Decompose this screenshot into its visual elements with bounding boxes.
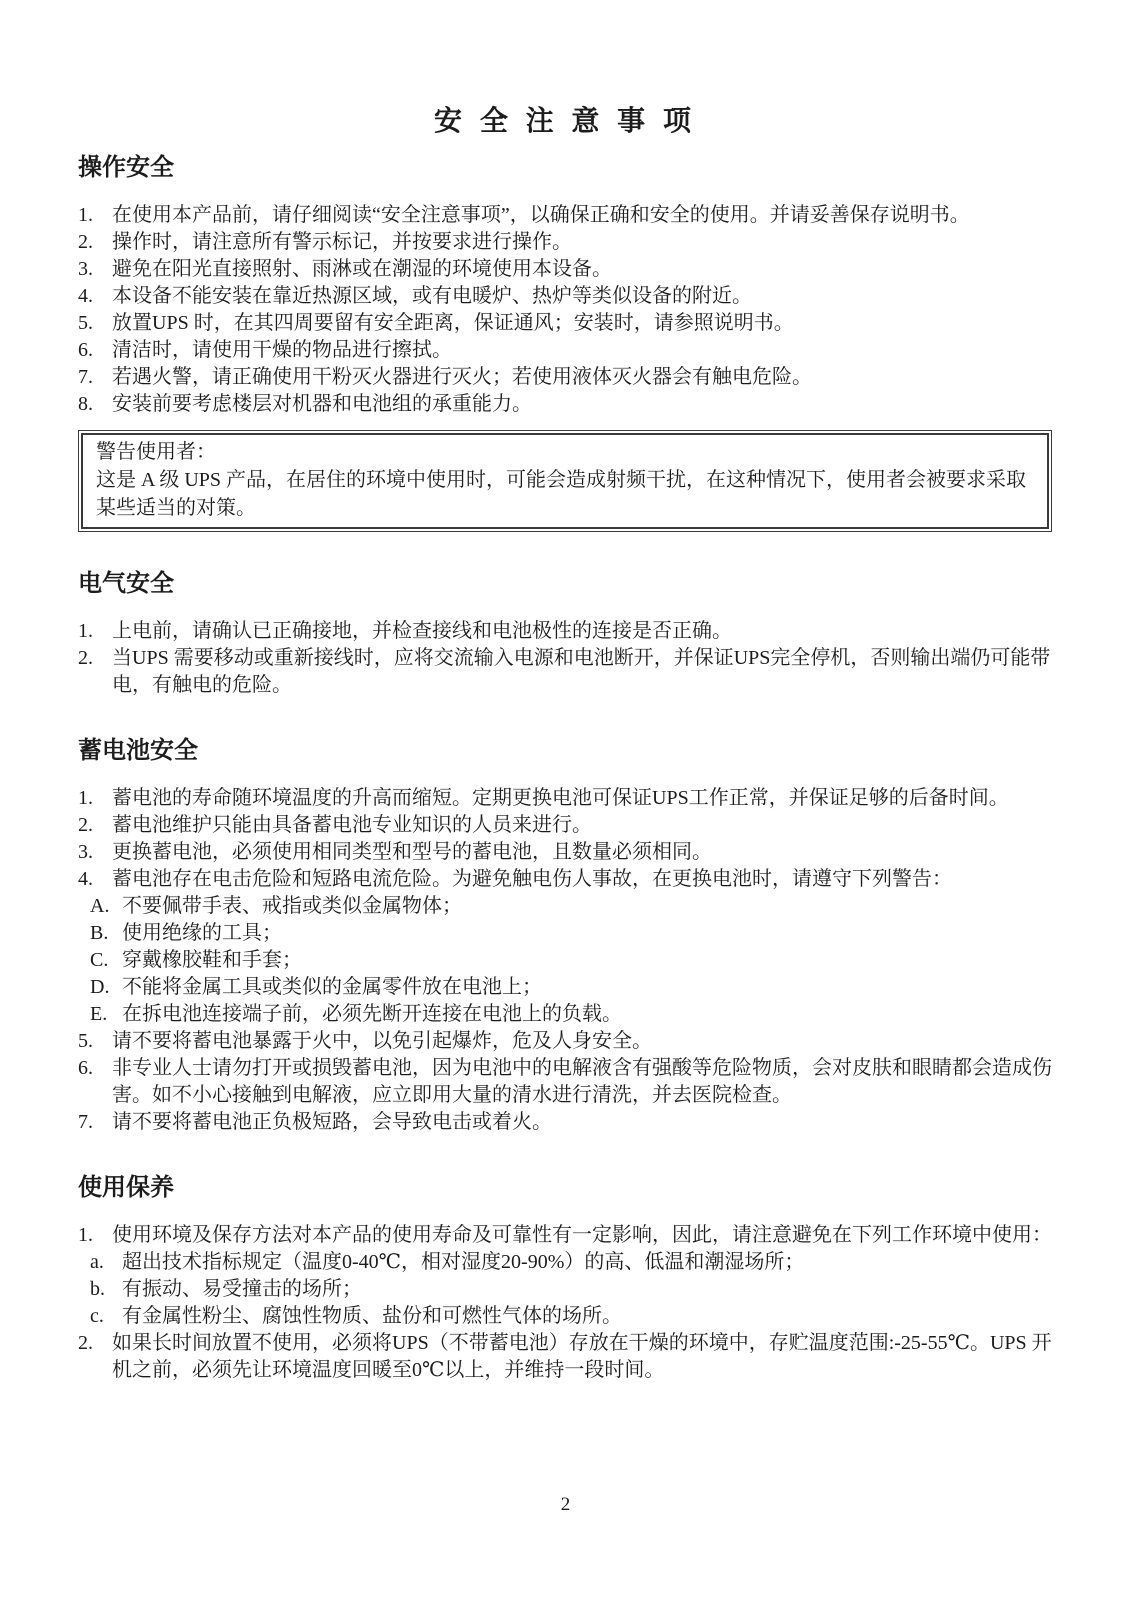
list-item (78, 310, 1052, 337)
sub-item (90, 1249, 1052, 1276)
warning-box-inner (81, 433, 1049, 529)
item-number: 7. (78, 366, 93, 388)
item-text: 在拆电池连接端子前，必须先断开连接在电池上的负载。 (122, 1003, 622, 1025)
item-text: 有振动、易受撞击的场所； (122, 1278, 362, 1300)
item-text: 使用绝缘的工具； (122, 922, 282, 944)
item-text: 安装前要考虑楼层对机器和电池组的承重能力。 (112, 393, 532, 415)
item-list (78, 618, 1052, 699)
list-item (78, 1222, 1052, 1249)
item-number: 4. (78, 285, 93, 307)
list-item (78, 618, 1052, 645)
item-number: C. (90, 949, 109, 971)
item-text: 不要佩带手表、戒指或类似金属物体； (122, 895, 462, 917)
item-number: b. (90, 1278, 105, 1300)
sub-item (90, 974, 1052, 1001)
item-text: 在使用本产品前，请仔细阅读“安全注意事项”，以确保正确和安全的使用。并请妥善保存说明书。 (112, 204, 970, 226)
section-operation-safety (78, 154, 1052, 532)
section-electrical-safety (78, 570, 1052, 699)
item-text: 避免在阳光直接照射、雨淋或在潮湿的环境使用本设备。 (112, 258, 612, 280)
sub-item (90, 1001, 1052, 1028)
list-item (78, 866, 1052, 893)
item-number: 2. (78, 814, 93, 836)
item-number: 1. (78, 620, 93, 642)
item-text: 有金属性粉尘、腐蚀性物质、盐份和可燃性气体的场所。 (122, 1305, 622, 1327)
item-text: 蓄电池存在电击危险和短路电流危险。为避免触电伤人事故，在更换电池时，请遵守下列警告： (112, 868, 952, 890)
item-list (78, 1222, 1052, 1384)
sub-item (90, 1276, 1052, 1303)
item-text: 如果长时间放置不使用，必须将UPS（不带蓄电池）存放在干燥的环境中，存贮温度范围:-25-55℃。UPS 开机之前，必须先让环境温度回暖至0℃以上，并维持一段时间。 (112, 1332, 1052, 1381)
item-text: 穿戴橡胶鞋和手套； (122, 949, 302, 971)
list-item (78, 337, 1052, 364)
section-battery-safety (78, 737, 1052, 1136)
sub-item (90, 920, 1052, 947)
item-text: 请不要将蓄电池暴露于火中，以免引起爆炸，危及人身安全。 (112, 1030, 652, 1052)
list-item (78, 1028, 1052, 1055)
list-item (78, 645, 1052, 699)
item-text: 使用环境及保存方法对本产品的使用寿命及可靠性有一定影响，因此，请注意避免在下列工作环境中使用： (112, 1224, 1052, 1246)
item-number: c. (90, 1305, 104, 1327)
list-item (78, 1109, 1052, 1136)
list-item (78, 256, 1052, 283)
section-heading-electrical-safety: 电气安全 (78, 570, 174, 597)
item-number: A. (90, 895, 110, 917)
item-number: 4. (78, 868, 93, 890)
item-number: B. (90, 922, 109, 944)
warning-box (78, 430, 1052, 532)
warning-title: 警告使用者： (96, 441, 216, 463)
list-item (78, 364, 1052, 391)
item-list (78, 785, 1052, 1136)
item-text: 更换蓄电池，必须使用相同类型和型号的蓄电池，且数量必须相同。 (112, 841, 712, 863)
item-text: 超出技术指标规定（温度0-40℃，相对湿度20-90%）的高、低温和潮湿场所； (122, 1251, 805, 1273)
item-text: 非专业人士请勿打开或损毁蓄电池，因为电池中的电解液含有强酸等危险物质，会对皮肤和眼睛都会造成伤害。如不小心接触到电解液，应立即用大量的清水进行清洗，并去医院检查。 (112, 1057, 1052, 1106)
sub-list (90, 1249, 1052, 1330)
item-number: 1. (78, 204, 93, 226)
list-item (78, 839, 1052, 866)
section-heading-maintenance: 使用保养 (78, 1174, 174, 1201)
list-item (78, 391, 1052, 418)
item-number: 2. (78, 647, 93, 669)
item-text: 当UPS 需要移动或重新接线时，应将交流输入电源和电池断开，并保证UPS完全停机，否则输出端仍可能带电，有触电的危险。 (112, 647, 1051, 696)
item-text: 蓄电池维护只能由具备蓄电池专业知识的人员来进行。 (112, 814, 592, 836)
sub-item (90, 947, 1052, 974)
list-item (78, 1055, 1052, 1109)
item-text: 不能将金属工具或类似的金属零件放在电池上； (122, 976, 542, 998)
item-text: 请不要将蓄电池正负极短路，会导致电击或着火。 (112, 1111, 552, 1133)
item-number: 2. (78, 1332, 93, 1354)
item-number: 6. (78, 1057, 93, 1079)
item-number: 8. (78, 393, 93, 415)
section-maintenance (78, 1174, 1052, 1384)
item-list (78, 202, 1052, 418)
sections-container (78, 154, 1052, 1384)
item-number: 6. (78, 339, 93, 361)
page-number: 2 (560, 1494, 571, 1515)
sub-item (90, 893, 1052, 920)
item-number: 3. (78, 258, 93, 280)
item-number: a. (90, 1251, 104, 1273)
item-number: 5. (78, 312, 93, 334)
item-number: 1. (78, 1224, 93, 1246)
item-number: 1. (78, 787, 93, 809)
item-text: 操作时，请注意所有警示标记，并按要求进行操作。 (112, 231, 572, 253)
page-title: 安 全 注 意 事 项 (434, 105, 696, 136)
item-number: 5. (78, 1030, 93, 1052)
list-item (78, 785, 1052, 812)
sub-list (90, 893, 1052, 1028)
item-number: 2. (78, 231, 93, 253)
item-text: 放置UPS 时，在其四周要留有安全距离，保证通风；安装时，请参照说明书。 (112, 312, 794, 334)
list-item (78, 1330, 1052, 1384)
item-text: 若遇火警，请正确使用干粉灭火器进行灭火；若使用液体灭火器会有触电危险。 (112, 366, 812, 388)
warning-body: 这是 A 级 UPS 产品，在居住的环境中使用时，可能会造成射频干扰，在这种情况下，使用者会被要求采取某些适当的对策。 (96, 469, 1027, 519)
item-number: E. (90, 1003, 108, 1025)
list-item (78, 812, 1052, 839)
item-number: D. (90, 976, 110, 998)
list-item (78, 202, 1052, 229)
list-item (78, 283, 1052, 310)
item-text: 本设备不能安装在靠近热源区域，或有电暖炉、热炉等类似设备的附近。 (112, 285, 752, 307)
item-text: 蓄电池的寿命随环境温度的升高而缩短。定期更换电池可保证UPS工作正常，并保证足够的后备时间。 (112, 787, 1009, 809)
section-heading-battery-safety: 蓄电池安全 (78, 737, 198, 764)
item-number: 7. (78, 1111, 93, 1133)
item-text: 上电前，请确认已正确接地，并检查接线和电池极性的连接是否正确。 (112, 620, 732, 642)
list-item (78, 229, 1052, 256)
sub-item (90, 1303, 1052, 1330)
item-text: 清洁时，请使用干燥的物品进行擦拭。 (112, 339, 452, 361)
item-number: 3. (78, 841, 93, 863)
section-heading-operation-safety: 操作安全 (78, 154, 174, 181)
